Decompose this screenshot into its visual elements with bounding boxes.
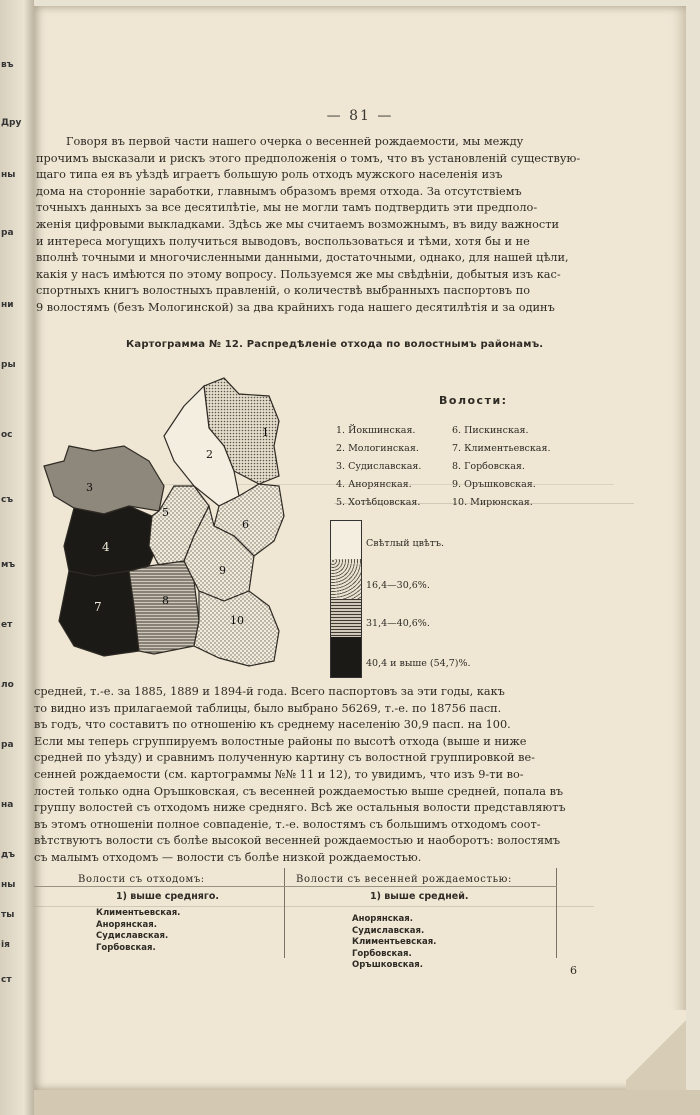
left-page-fragment: ты xyxy=(1,910,15,920)
scale-label: 16,4—30,6%. xyxy=(366,580,430,591)
text-line: группу волостей съ отходомъ ниже средняго. Всѣ же остальныя волости представляютъ xyxy=(34,801,566,815)
text-line: дома на сторонніе заработки, главнымъ образомъ время отхода. За отсутствіемъ xyxy=(36,184,522,198)
region-8 xyxy=(129,561,199,654)
region-label: 7 xyxy=(94,600,102,614)
margin-mark: 6 xyxy=(570,964,577,977)
table-sub-left: 1) выше средняго. xyxy=(116,891,220,902)
text-line: прочимъ высказали и рискъ этого предположенія о томъ, что въ установленій существую- xyxy=(36,151,581,165)
text-line: средней по уѣзду) и сравнимъ полученную картину съ волостной группировкой ве- xyxy=(34,751,535,765)
text-line: съ малымъ отходомъ — волости съ болѣе низкой рождаемостью. xyxy=(34,850,422,864)
text-line: точныхъ данныхъ за все десятилѣтіе, мы не могли тамъ подтвердить эти предполо- xyxy=(36,201,538,215)
text-line: Говоря въ первой части нашего очерка о весенней рождаемости, мы между xyxy=(66,135,524,148)
text-line: щаго типа ея въ уѣздѣ играетъ большую роль отходъ мужского населенія изъ xyxy=(36,168,503,182)
table-cell: Анорянская. xyxy=(96,919,157,930)
region-label: 2 xyxy=(206,448,213,461)
book-page xyxy=(34,6,686,1090)
text-line: женія цифровыми выкладками. Здѣсь же мы считаемъ возможнымъ, въ виду важности xyxy=(36,217,560,231)
volost-item: 8. Горбовская. xyxy=(452,461,525,472)
left-page-fragment: въ xyxy=(1,60,14,70)
text-line: вѣтствуютъ волости съ болѣе высокой весенней рождаемостью и наоборотъ: волостямъ xyxy=(34,834,561,848)
left-page-fragment: мъ xyxy=(1,560,16,570)
volost-item: 1. Йокшинская. xyxy=(336,425,416,436)
table-head-left: Волости съ отходомъ: xyxy=(78,874,205,885)
table-cell: Климентьевская. xyxy=(96,908,181,918)
scale-label: 31,4—40,6%. xyxy=(366,618,430,629)
scale-swatch-dark xyxy=(331,637,361,677)
table-rule xyxy=(34,886,557,887)
scale-swatch-hatched xyxy=(331,599,361,637)
text-line: Если мы теперь сгруппируемъ волостные районы по высотѣ отхода (выше и ниже xyxy=(34,734,527,748)
region-10 xyxy=(194,591,279,666)
table-cell: Горбовская. xyxy=(96,942,156,953)
region-label: 9 xyxy=(219,564,226,577)
scale-swatch-dotted xyxy=(331,559,361,599)
text-line: сенней рождаемости (см. картограммы №№ 11 и 12), то увидимъ, что изъ 9-ти во- xyxy=(34,767,524,781)
region-4 xyxy=(64,506,159,576)
region-label: 10 xyxy=(230,614,244,627)
folded-corner xyxy=(626,1010,686,1090)
text-line: вполнѣ точными и многочисленными данными, достаточными, однако, для нашей цѣли, xyxy=(36,251,569,265)
table-divider xyxy=(556,868,557,958)
region-label: 1 xyxy=(262,426,269,439)
left-page-fragment: съ xyxy=(1,495,14,505)
text-line: спортныхъ книгъ волостныхъ правленій, о количествѣ выбранныхъ паспортовъ по xyxy=(36,284,531,298)
left-page-fragment: ія xyxy=(1,940,10,950)
cartogram-map xyxy=(34,366,294,686)
volost-item: 2. Мологинская. xyxy=(336,443,419,454)
legend-title: Волости: xyxy=(439,394,508,407)
bleed-through-line xyxy=(34,906,594,907)
page-number: — 81 — xyxy=(326,108,394,124)
scale-swatch-light xyxy=(331,521,361,559)
legend-scale xyxy=(330,520,362,678)
left-page-fragment: ст xyxy=(1,975,12,985)
table-cell: Климентьевская. xyxy=(352,937,437,947)
left-page-fragment: ры xyxy=(1,360,16,370)
table-head-right: Волости съ весенней рождаемостью: xyxy=(296,874,512,885)
map-title: Картограмма № 12. Распредѣленіе отхода по волостнымъ районамъ. xyxy=(126,339,544,350)
left-page-fragment: ет xyxy=(1,620,13,630)
region-label: 5 xyxy=(162,506,169,519)
region-label: 3 xyxy=(86,481,93,494)
text-line: 9 волостямъ (безъ Мологинской) за два крайнихъ года нашего десятилѣтія и за одинъ xyxy=(36,300,555,314)
scale-label: Свѣтлый цвѣтъ. xyxy=(366,538,445,549)
paragraph-main xyxy=(34,684,584,867)
table-cell: Судиславская. xyxy=(96,931,169,941)
region-label: 4 xyxy=(102,540,110,554)
left-page-fragment: ло xyxy=(1,680,14,690)
table-surface xyxy=(0,1090,700,1115)
text-line: въ годъ, что составитъ по отношенію къ среднему населенію 30,9 пасп. на 100. xyxy=(34,718,511,732)
left-page-fragment: Дру xyxy=(1,118,22,128)
volost-item: 4. Анорянская. xyxy=(336,479,412,490)
text-line: то видно изъ прилагаемой таблицы, было выбрано 56269, т.-е. по 18756 пасп. xyxy=(34,701,502,715)
table-list-left xyxy=(96,908,180,954)
left-page-fragment: ос xyxy=(1,430,13,440)
table-divider xyxy=(284,868,285,958)
left-page-fragment: ра xyxy=(1,228,14,238)
volost-item: 5. Хотѣбцовская. xyxy=(336,497,421,508)
left-page-fragment: ны xyxy=(1,880,16,890)
left-page-fragment: ни xyxy=(1,300,14,310)
left-page-fragment: ра xyxy=(1,740,14,750)
volost-item: 10. Мирюнская. xyxy=(452,497,533,508)
table-cell: Анорянская. xyxy=(352,914,413,924)
paragraph-intro xyxy=(36,134,584,317)
text-line: средней, т.-е. за 1885, 1889 и 1894-й года. Всего паспортовъ за эти годы, какъ xyxy=(34,685,505,698)
left-page-fragment: ны xyxy=(1,170,16,180)
text-line: какія у насъ имѣются по этому вопросу. Пользуемся же мы свѣдѣніи, добытыя изъ кас- xyxy=(36,267,561,281)
region-3 xyxy=(44,446,164,514)
scale-label: 40,4 и выше (54,7)%. xyxy=(366,658,471,669)
table-cell: Оръшковская. xyxy=(352,960,423,970)
volost-item: 7. Климентьевская. xyxy=(452,443,551,454)
text-line: въ этомъ отношеніи полное совпаденіе, т.-е. волостямъ съ большимъ отходомъ соот- xyxy=(34,817,541,831)
volost-item: 6. Пискинская. xyxy=(452,425,529,436)
left-page-edge xyxy=(0,0,34,1115)
volost-item: 3. Судиславская. xyxy=(336,461,422,472)
volost-item: 9. Оръшковская. xyxy=(452,479,536,490)
left-page-fragment: дъ xyxy=(1,850,16,860)
table-cell: Горбовская. xyxy=(352,948,412,959)
left-page-fragment: на xyxy=(1,800,14,810)
text-line: и интереса могущихъ получиться выводовъ, воспользоваться и тѣми, хотя бы и не xyxy=(36,234,530,248)
region-label: 8 xyxy=(162,594,169,607)
region-label: 6 xyxy=(242,518,249,531)
table-list-right xyxy=(352,914,436,972)
table-cell: Судиславская. xyxy=(352,925,425,936)
text-line: лостей только одна Оръшковская, съ весенней рождаемостью выше средней, попала въ xyxy=(34,784,564,798)
table-sub-right: 1) выше средней. xyxy=(370,891,469,902)
